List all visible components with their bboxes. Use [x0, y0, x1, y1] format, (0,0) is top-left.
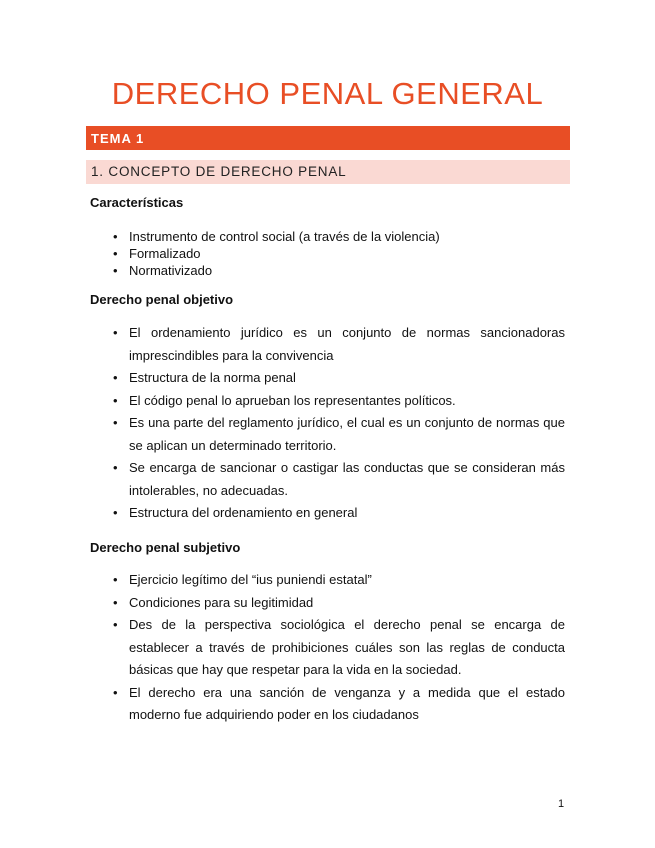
- heading-objetivo: Derecho penal objetivo: [90, 292, 234, 307]
- list-item: • Instrumento de control social (a través de la violencia): [113, 228, 565, 245]
- heading-subjetivo: Derecho penal subjetivo: [90, 540, 241, 555]
- list-item: • Ejercicio legítimo del “ius puniendi estatal”: [113, 569, 565, 592]
- list-item: • Estructura de la norma penal: [113, 367, 565, 390]
- list-item: • Es una parte del reglamento jurídico, el cual es un conjunto de normas que se aplican un determinado territorio.: [113, 412, 565, 457]
- list-subjetivo: [113, 569, 565, 727]
- list-item: • El ordenamiento jurídico es un conjunto de normas sancionadoras imprescindibles para la convivencia: [113, 322, 565, 367]
- list-item: • Formalizado: [113, 245, 565, 262]
- heading-caracteristicas: Características: [90, 195, 184, 210]
- list-item: • El código penal lo aprueban los representantes políticos.: [113, 390, 565, 413]
- list-item: • Estructura del ordenamiento en general: [113, 502, 565, 525]
- list-item: • Se encarga de sancionar o castigar las conductas que se consideran más intolerables, no adecuadas.: [113, 457, 565, 502]
- list-item: • Des de la perspectiva sociológica el derecho penal se encarga de establecer a través de prohibiciones cuáles son las reglas de conducta básicas que hay que respetar para la vida en la sociedad.: [113, 614, 565, 682]
- list-item: • Normativizado: [113, 262, 565, 279]
- page-number: 1: [558, 798, 565, 810]
- list-item: • El derecho era una sanción de venganza y a medida que el estado moderno fue adquiriendo poder en los ciudadanos: [113, 682, 565, 727]
- list-caracteristicas: [113, 228, 565, 279]
- list-objetivo: [113, 322, 565, 525]
- section-heading: 1. CONCEPTO DE DERECHO PENAL: [86, 160, 570, 184]
- list-item: • Condiciones para su legitimidad: [113, 592, 565, 615]
- document-title: DERECHO PENAL GENERAL: [111, 76, 544, 111]
- tema-banner: TEMA 1: [86, 126, 570, 150]
